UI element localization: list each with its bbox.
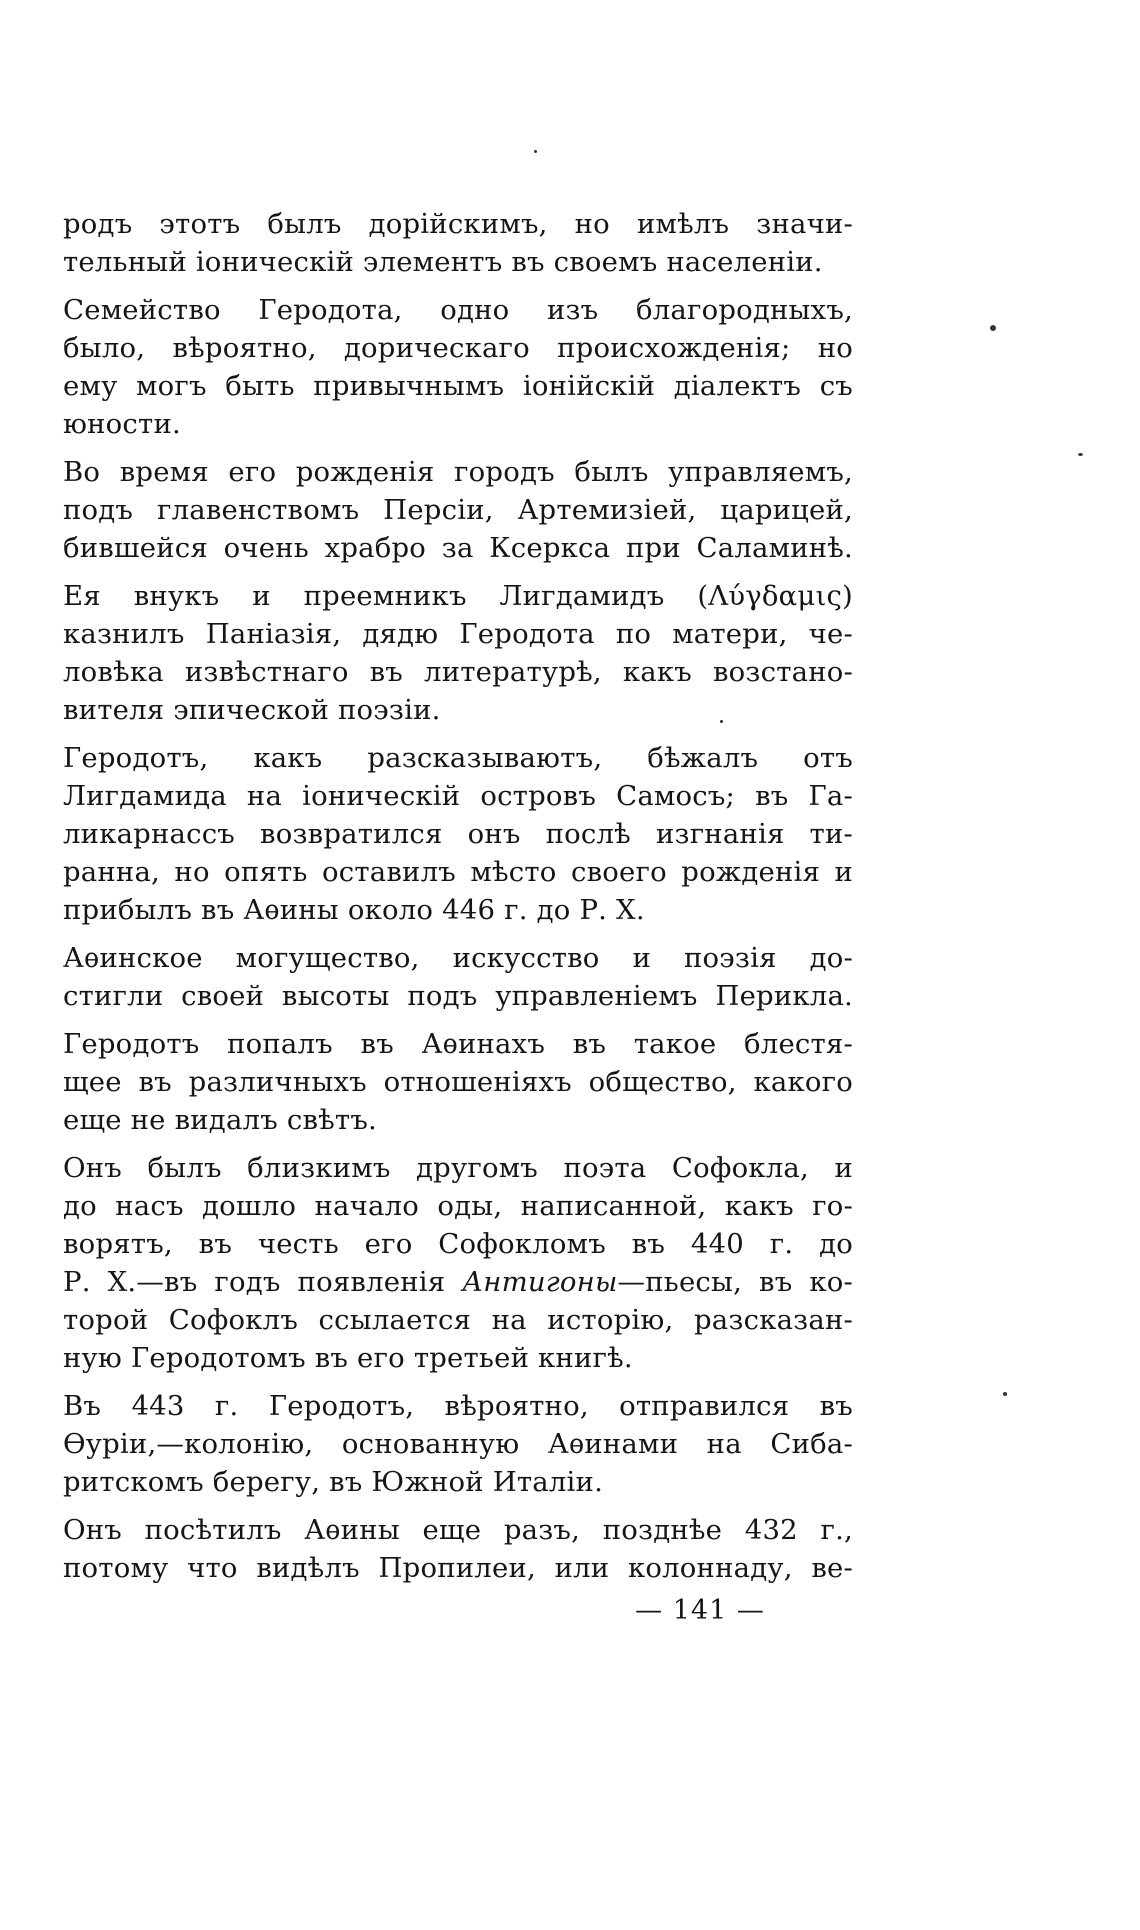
text-line: вителя эпической поэзіи. xyxy=(63,694,441,726)
scan-speck xyxy=(720,720,723,723)
text-line: Ѳуріи,—колонію, основанную Аѳинами на Сиба- xyxy=(63,1428,853,1460)
text-line: Геродотъ, какъ разсказываютъ, бѣжалъ отъ xyxy=(63,742,853,774)
scan-speck xyxy=(1003,1392,1007,1396)
paragraph xyxy=(63,205,853,281)
text-line: ную Геродотомъ въ его третьей книгѣ. xyxy=(63,1342,633,1374)
paragraph xyxy=(63,1387,853,1501)
text-line: ворятъ, въ честь его Софокломъ въ 440 г. до xyxy=(63,1228,853,1260)
text-line: было, вѣроятно, дорическаго происхожденія; но xyxy=(63,332,853,364)
text-line: торой Софоклъ ссылается на исторію, разсказан- xyxy=(63,1304,853,1336)
paragraph xyxy=(63,739,853,929)
text-line: Семейство Геродота, одно изъ благородныхъ, xyxy=(63,294,853,326)
text-fragment: Р. Х.—въ годъ появленія xyxy=(63,1266,463,1298)
text-line: бившейся очень храбро за Ксеркса при Саламинѣ. xyxy=(63,532,853,564)
text-line: казнилъ Паніазія, дядю Геродота по матери, че- xyxy=(63,618,853,650)
paragraph xyxy=(63,577,853,729)
scan-speck xyxy=(990,325,996,331)
text-line: Въ 443 г. Геродотъ, вѣроятно, отправился въ xyxy=(63,1390,853,1422)
text-line: юности. xyxy=(63,408,181,440)
body-text xyxy=(63,205,853,1597)
text-line: ликарнассъ возвратился онъ послѣ изгнанія ти- xyxy=(63,818,853,850)
text-line: Ея внукъ и преемникъ Лигдамидъ (Λύγδαμις) xyxy=(63,580,853,612)
text-line: родъ этотъ былъ дорійскимъ, но имѣлъ значи- xyxy=(63,208,853,240)
paragraph xyxy=(63,1149,853,1377)
text-line: ритскомъ берегу, въ Южной Италіи. xyxy=(63,1466,604,1498)
scan-speck xyxy=(534,150,537,153)
text-line: до насъ дошло начало оды, написанной, какъ го- xyxy=(63,1190,853,1222)
text-line: Во время его рожденія городъ былъ управляемъ, xyxy=(63,456,853,488)
text-line: стигли своей высоты подъ управленіемъ Перикла. xyxy=(63,980,853,1012)
text-line: ловѣка извѣстнаго въ литературѣ, какъ возстано- xyxy=(63,656,853,688)
text-line: потому что видѣлъ Пропилеи, или колоннаду, ве- xyxy=(63,1552,853,1584)
paragraph xyxy=(63,291,853,443)
text-line: Аѳинское могущество, искусство и поэзія до- xyxy=(63,942,853,974)
paragraph xyxy=(63,453,853,567)
text-line: Лигдамида на іоническій островъ Самосъ; въ Га- xyxy=(63,780,853,812)
text-line: ранна, но опять оставилъ мѣсто своего рожденія и xyxy=(63,856,853,888)
text-line: прибылъ въ Аѳины около 446 г. до Р. Х. xyxy=(63,894,645,926)
text-fragment: —пьесы, въ ко- xyxy=(617,1266,854,1298)
text-line: тельный іоническій элементъ въ своемъ населеніи. xyxy=(63,246,823,278)
text-line: Онъ былъ близкимъ другомъ поэта Софокла, и xyxy=(63,1152,853,1184)
text-line: Геродотъ попалъ въ Аѳинахъ въ такое блестя- xyxy=(63,1028,853,1060)
text-line: щее въ различныхъ отношеніяхъ общество, какого xyxy=(63,1066,853,1098)
text-line: еще не видалъ свѣтъ. xyxy=(63,1104,377,1136)
text-line-with-italic xyxy=(63,1263,853,1301)
text-line: подъ главенствомъ Персіи, Артемизіей, царицей, xyxy=(63,494,853,526)
paragraph xyxy=(63,1511,853,1587)
paragraph xyxy=(63,939,853,1015)
text-line: ему могъ быть привычнымъ іонійскій діалектъ съ xyxy=(63,370,853,402)
paragraph xyxy=(63,1025,853,1139)
text-line: Онъ посѣтилъ Аѳины еще разъ, позднѣе 432 г., xyxy=(63,1514,853,1546)
italic-title: Антигоны xyxy=(462,1266,618,1298)
scan-speck xyxy=(1078,453,1083,456)
page-number: — 141 — xyxy=(635,1595,765,1626)
